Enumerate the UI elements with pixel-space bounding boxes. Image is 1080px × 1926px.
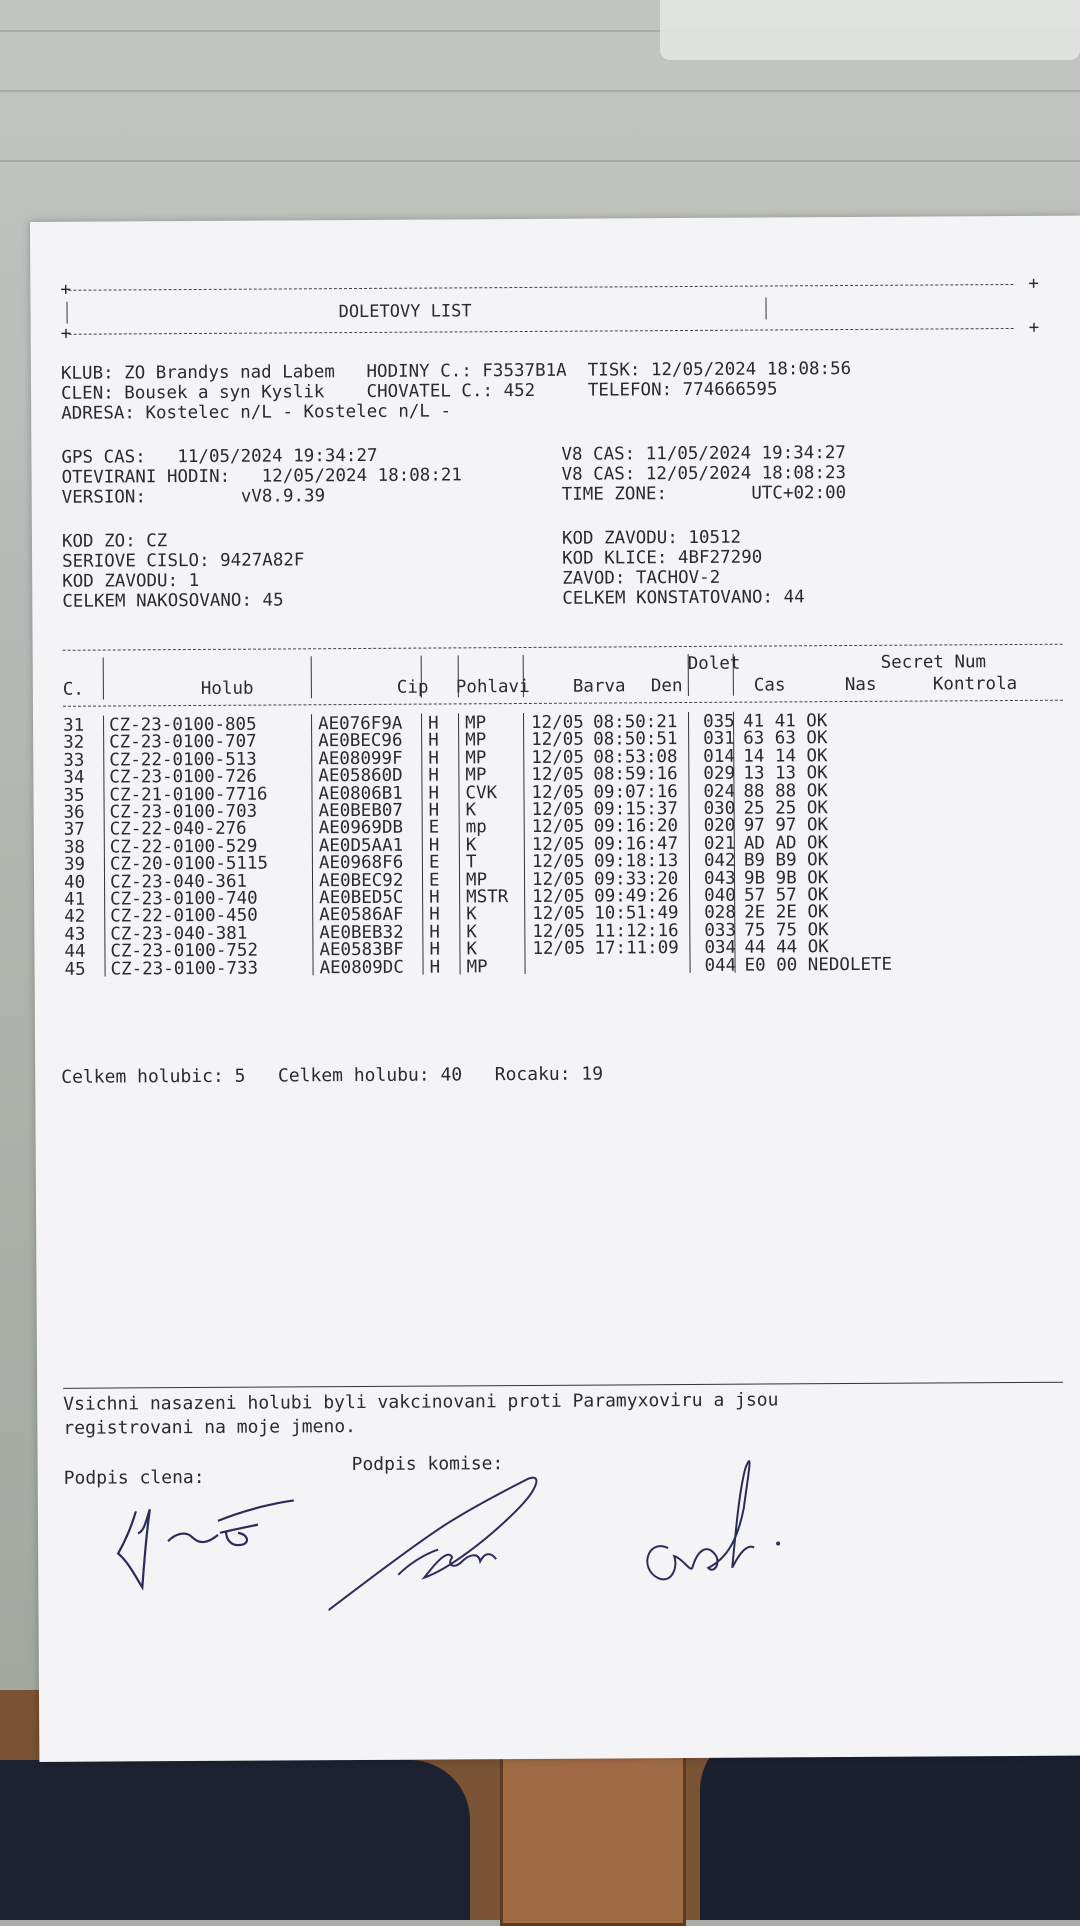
cell-color: T	[465, 852, 477, 873]
cell-row-number: 40	[63, 872, 86, 893]
cell-chip-id: AE0BEB07	[318, 800, 403, 822]
cell-secret-check: 44 44 OK	[744, 937, 829, 958]
cell-basket-number: 040	[704, 885, 736, 906]
cell-basket-number: 044	[704, 955, 737, 976]
header-nas: Nas	[844, 674, 877, 696]
wall-plank-line	[0, 90, 1080, 92]
header-separator	[311, 656, 312, 698]
table-top-border	[63, 644, 1063, 651]
cell-basket-number: 034	[704, 937, 737, 959]
v8-time-1: V8 CAS: 11/05/2024 19:34:27	[561, 443, 846, 465]
results-table	[30, 216, 1080, 1422]
cell-row-number: 35	[63, 785, 85, 806]
gps-time: GPS CAS: 11/05/2024 19:34:27	[61, 445, 378, 468]
cell-chip-id: AE0968F6	[318, 852, 404, 874]
cell-sex: H	[428, 765, 439, 786]
cell-secret-check: 25 25 OK	[743, 798, 828, 819]
cell-row-number: 32	[63, 733, 85, 754]
cell-ring-number: CZ-21-0100-7716	[109, 784, 268, 806]
cell-basket-number: 033	[704, 920, 737, 941]
cell-arrival-time: 09:33:20	[593, 868, 679, 890]
header-pohlavi: Pohlavi	[455, 676, 530, 698]
race-id: KOD ZAVODU: 10512	[561, 527, 742, 549]
cell-row-number: 44	[64, 941, 86, 962]
cell-chip-id: AE076F9A	[318, 713, 403, 735]
cell-chip-id: AE0586AF	[319, 905, 404, 926]
cell-chip-id: AE05860D	[318, 765, 403, 787]
cell-row-number: 37	[63, 820, 85, 841]
cell-color: MP	[465, 869, 488, 890]
header-dolet: Dolet	[687, 653, 741, 674]
cell-color: MP	[465, 730, 487, 751]
cell-secret-check: 14 14 OK	[743, 745, 828, 767]
cell-arrival-time: 09:49:26	[594, 886, 679, 907]
cell-secret-check: 88 88 OK	[743, 780, 828, 802]
vaccination-note-1: Vsichni nasazeni holubi byli vakcinovani proti Paramyxoviru a jsou	[63, 1389, 779, 1415]
cell-arrival-day: 12/05	[532, 921, 586, 942]
header-cas: Cas	[753, 675, 786, 696]
opening-time: OTEVIRANI HODIN: 12/05/2024 18:08:21	[61, 465, 462, 488]
cell-ring-number: CZ-23-0100-805	[109, 714, 257, 736]
cell-basket-number: 020	[703, 816, 736, 837]
cell-sex: E	[428, 817, 440, 838]
cell-basket-number: 014	[703, 746, 735, 767]
cell-arrival-time: 08:50:51	[593, 729, 678, 750]
cell-chip-id: AE0583BF	[319, 939, 404, 961]
cell-ring-number: CZ-23-0100-752	[110, 940, 259, 962]
cell-basket-number: 031	[703, 729, 735, 750]
header-corner: +	[1028, 317, 1040, 338]
cell-sex: H	[428, 713, 439, 734]
cell-secret-check: 9B 9B OK	[743, 867, 829, 889]
cell-basket-number: 028	[704, 903, 736, 924]
cell-row-number: 36	[63, 802, 85, 823]
header-barva: Barva	[572, 676, 626, 697]
race-name: ZAVOD: TACHOV-2	[562, 567, 721, 589]
cell-color: CVK	[465, 782, 498, 803]
total-clocked: CELKEM KONSTATOVANO: 44	[562, 587, 805, 609]
cell-color: K	[466, 939, 478, 960]
cell-arrival-day: 12/05	[531, 782, 585, 803]
version: VERSION: vV8.9.39	[61, 486, 326, 508]
member-signature	[108, 1490, 299, 1591]
cell-sex: H	[429, 904, 440, 925]
cell-basket-number: 035	[703, 711, 735, 732]
cell-ring-number: CZ-22-0100-450	[110, 906, 258, 927]
cell-basket-number: 029	[703, 763, 736, 785]
cell-arrival-time: 09:15:37	[593, 799, 678, 820]
committee-signature-1	[328, 1469, 569, 1620]
document-page	[30, 216, 1080, 1762]
header-separator	[103, 658, 104, 700]
committee-signature-label: Podpis komise:	[351, 1453, 504, 1476]
cell-ring-number: CZ-23-0100-703	[109, 801, 258, 823]
cell-chip-id: AE0809DC	[319, 957, 404, 978]
cell-arrival-day: 12/05	[531, 799, 585, 820]
table-header-border	[63, 700, 1063, 707]
total-basketed: CELKEM NAKOSOVANO: 45	[62, 590, 284, 612]
cell-sex: H	[428, 835, 440, 856]
header-kontrola: Kontrola	[932, 673, 1018, 695]
cell-chip-id: AE0BEC96	[318, 731, 403, 752]
cell-ring-number: CZ-22-040-276	[109, 819, 247, 840]
cell-row-number: 45	[64, 959, 86, 980]
header-cip: Cip	[396, 677, 429, 698]
knee-left	[0, 1760, 470, 1920]
cell-arrival-day: 12/05	[531, 764, 585, 786]
cell-ring-number: CZ-23-0100-726	[109, 766, 257, 788]
cell-secret-check: 41 41 OK	[743, 711, 828, 732]
time-zone: TIME ZONE: UTC+02:00	[561, 483, 847, 505]
document-title: DOLETOVY LIST	[338, 301, 472, 323]
background-object	[660, 0, 1080, 60]
cell-secret-check: 63 63 OK	[743, 728, 828, 750]
v8-time-2: V8 CAS: 12/05/2024 18:08:23	[561, 463, 847, 485]
wall-plank-line	[0, 160, 1080, 162]
cell-chip-id: AE0806B1	[318, 783, 403, 804]
cell-arrival-time: 09:16:20	[593, 816, 679, 837]
cell-row-number: 31	[63, 715, 85, 736]
member-signature-label: Podpis clena:	[63, 1466, 205, 1489]
cell-secret-check: E0 00 NEDOLETE	[744, 954, 893, 976]
header-separator	[523, 655, 524, 697]
cell-sex: H	[428, 748, 439, 769]
cell-chip-id: AE0BEB32	[319, 922, 404, 944]
cell-ring-number: CZ-23-040-361	[109, 871, 248, 893]
cell-arrival-day: 12/05	[532, 886, 585, 907]
cell-color: K	[466, 922, 477, 943]
info-line: KLUB: ZO Brandys nad Labem HODINY C.: F3537B1A TISK: 12/05/2024 18:08:56	[60, 358, 852, 384]
cell-arrival-time: 09:07:16	[593, 781, 678, 803]
cell-arrival-time: 17:11:09	[594, 938, 679, 959]
cell-chip-id: AE0BED5C	[319, 887, 404, 909]
cell-arrival-time: 08:50:21	[593, 712, 678, 733]
cell-ring-number: CZ-23-0100-707	[109, 732, 257, 753]
cell-sex: E	[428, 870, 440, 891]
key-code: KOD KLICE: 4BF27290	[562, 547, 763, 569]
committee-signature-2	[628, 1447, 829, 1598]
totals-line: Celkem holubic: 5 Celkem holubu: 40 Rocaku: 19	[61, 1063, 604, 1088]
cell-ring-number: CZ-20-0100-5115	[109, 853, 269, 875]
cell-arrival-day: 12/05	[531, 712, 584, 733]
cell-row-number: 42	[64, 907, 86, 928]
cell-basket-number: 024	[703, 781, 736, 802]
cell-secret-check: B9 B9 OK	[743, 850, 829, 871]
cell-sex: H	[428, 730, 439, 751]
cell-chip-id: AE0D5AA1	[318, 835, 404, 857]
cell-ring-number: CZ-22-0100-529	[109, 836, 258, 858]
cell-color: MSTR	[466, 887, 509, 908]
cell-arrival-day: 12/05	[531, 730, 584, 751]
cell-basket-number: 021	[703, 833, 736, 854]
cell-secret-check: 75 75 OK	[744, 919, 829, 941]
info-line: ADRESA: Kostelec n/L - Kostelec n/L -	[61, 401, 452, 424]
cell-arrival-day: 12/05	[531, 851, 585, 873]
header-secret: Secret Num	[880, 652, 987, 673]
cell-row-number: 43	[64, 924, 86, 945]
cell-color: K	[465, 835, 477, 856]
header-separator	[458, 655, 459, 697]
cell-arrival-time: 09:18:13	[593, 851, 679, 872]
cell-basket-number: 030	[703, 798, 736, 819]
cell-arrival-time: 08:59:16	[593, 764, 678, 785]
cell-arrival-time: 10:51:49	[594, 903, 679, 924]
knee-right	[700, 1730, 1080, 1920]
cell-arrival-day: 12/05	[531, 869, 585, 890]
cell-color: K	[466, 904, 477, 925]
cell-sex: H	[429, 957, 441, 978]
header-separator	[421, 656, 422, 698]
header-holub: Holub	[200, 678, 254, 699]
cell-color: MP	[465, 748, 487, 769]
cell-arrival-time: 11:12:16	[594, 920, 679, 942]
cell-ring-number: CZ-23-0100-740	[110, 888, 258, 910]
cell-basket-number: 042	[703, 850, 736, 872]
header-corner: +	[60, 279, 72, 300]
cell-basket-number: 043	[703, 868, 736, 889]
race-code: KOD ZAVODU: 1	[62, 570, 200, 592]
cell-secret-check: 97 97 OK	[743, 815, 829, 837]
cell-color: MP	[466, 956, 488, 977]
header-c: C.	[62, 679, 84, 700]
cell-chip-id: AE0BEC92	[318, 870, 404, 891]
cell-ring-number: CZ-23-0100-733	[110, 958, 259, 980]
header-corner: +	[60, 323, 72, 344]
serial-number: SERIOVE CISLO: 9427A82F	[62, 550, 305, 572]
header-corner: +	[1028, 273, 1040, 294]
cell-sex: E	[428, 852, 440, 873]
cell-row-number: 38	[63, 837, 85, 858]
cell-sex: H	[429, 887, 440, 908]
cell-secret-check: 13 13 OK	[743, 763, 828, 784]
cell-row-number: 33	[63, 750, 85, 771]
cell-arrival-day: 12/05	[531, 834, 585, 855]
header-den: Den	[650, 676, 683, 697]
cell-arrival-day: 12/05	[532, 904, 585, 925]
cell-arrival-time: 09:16:47	[593, 833, 679, 855]
info-line: CLEN: Bousek a syn Kyslik CHOVATEL C.: 452 TELEFON: 774666595	[60, 379, 778, 404]
cell-secret-check: 2E 2E OK	[744, 902, 829, 924]
cell-chip-id: AE0969DB	[318, 818, 404, 839]
cell-row-number: 39	[63, 854, 86, 875]
cell-ring-number: CZ-23-040-381	[110, 923, 248, 945]
cell-color: MP	[465, 765, 487, 786]
cell-arrival-day: 12/05	[531, 747, 585, 768]
cell-row-number: 34	[63, 767, 85, 788]
cell-chip-id: AE08099F	[318, 748, 403, 770]
cell-secret-check: 57 57 OK	[744, 885, 829, 906]
cell-color: K	[465, 800, 477, 821]
cell-row-number: 41	[64, 889, 86, 910]
cell-sex: H	[429, 939, 441, 960]
kod-zo: KOD ZO: CZ	[61, 531, 168, 552]
cell-color: MP	[465, 713, 487, 734]
cell-sex: H	[429, 922, 440, 943]
cell-sex: H	[428, 783, 440, 804]
cell-arrival-time: 08:53:08	[593, 746, 678, 768]
cell-arrival-day: 12/05	[531, 817, 585, 838]
cell-sex: H	[428, 800, 440, 821]
cell-arrival-day: 12/05	[532, 938, 586, 960]
cell-secret-check: AD AD OK	[743, 832, 829, 854]
cell-color: mp	[465, 817, 487, 838]
vaccination-note-2: registrovani na moje jmeno.	[63, 1416, 357, 1439]
cell-ring-number: CZ-22-0100-513	[109, 749, 257, 771]
